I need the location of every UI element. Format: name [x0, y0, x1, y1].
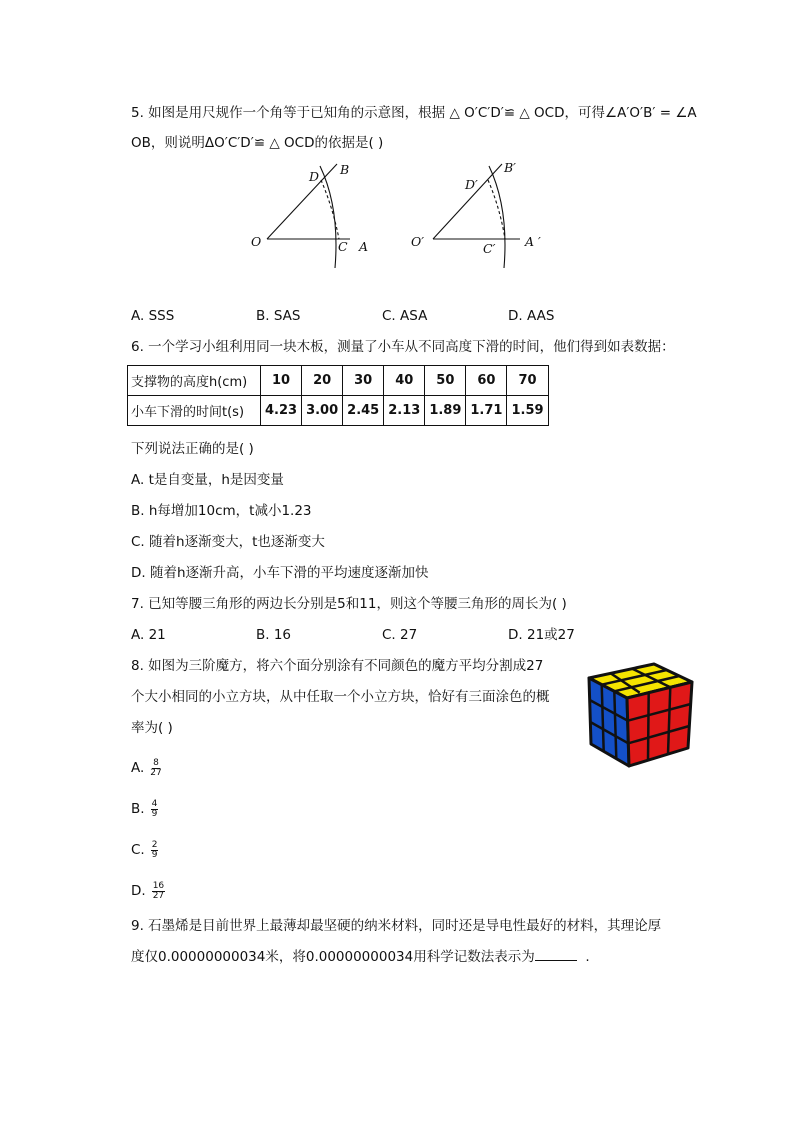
q9-period: .: [585, 949, 590, 965]
table-cell: 30: [343, 366, 384, 396]
option-letter: A.: [131, 760, 145, 776]
fraction: [150, 759, 161, 778]
table-cell: 1.89: [425, 396, 466, 426]
option-letter: C.: [131, 842, 145, 858]
numerator: 16: [152, 880, 165, 891]
label-O-prime: O′: [411, 234, 425, 249]
label-D: D: [309, 169, 320, 184]
q9-stem-line2: [131, 946, 590, 967]
table-row: [128, 366, 549, 396]
q6-option-a[interactable]: A. t是自变量，h是因变量: [131, 472, 284, 488]
denominator: 27: [150, 767, 162, 778]
q6-stem: 6. 一个学习小组利用同一块木板，测量了小车从不同高度下滑的时间，他们得到如表数据：: [131, 339, 675, 355]
numerator: 2: [151, 839, 158, 850]
table-cell: 1.59: [507, 396, 548, 426]
table-cell: 10: [261, 366, 302, 396]
q5-option-c[interactable]: C. ASA: [382, 308, 428, 324]
table-cell: 1.71: [466, 396, 507, 426]
q8-stem-line1: 8. 如图为三阶魔方，将六个面分别涂有不同颜色的魔方平均分割成27: [131, 658, 544, 674]
q8-option-d[interactable]: [131, 881, 165, 901]
table-cell: 4.23: [261, 396, 302, 426]
rubiks-cube-image: [584, 656, 699, 771]
q5-option-d[interactable]: D. AAS: [508, 308, 555, 324]
q5-angle-figure: [245, 158, 585, 273]
label-A: A: [359, 239, 369, 254]
table-cell: 3.00: [302, 396, 343, 426]
q9-stem-line1: 9. 石墨烯是目前世界上最薄却最坚硬的纳米材料，同时还是导电性最好的材料，其理论厚: [131, 918, 662, 934]
answer-blank[interactable]: [535, 946, 577, 961]
q6-option-d[interactable]: D. 随着h逐渐升高，小车下滑的平均速度逐渐加快: [131, 565, 429, 581]
q8-stem-line2: 个大小相同的小立方块，从中任取一个小立方块，恰好有三面涂色的概: [131, 689, 550, 705]
table-cell: 50: [425, 366, 466, 396]
label-B: B: [340, 162, 350, 177]
option-letter: B.: [131, 801, 145, 817]
q7-option-a[interactable]: A. 21: [131, 627, 166, 643]
label-B-prime: B′: [504, 160, 517, 175]
q7-option-d[interactable]: D. 21或27: [508, 627, 575, 643]
denominator: 9: [151, 849, 158, 860]
fraction: [152, 882, 165, 901]
numerator: 8: [153, 757, 159, 768]
q7-stem: 7. 已知等腰三角形的两边长分别是5和11，则这个等腰三角形的周长为( ): [131, 596, 567, 612]
q8-option-b[interactable]: [131, 799, 158, 819]
label-D-prime: D′: [465, 177, 478, 192]
label-C-prime: C′: [483, 241, 496, 256]
option-letter: D.: [131, 883, 146, 899]
q7-option-c[interactable]: C. 27: [382, 627, 418, 643]
label-O: O: [251, 234, 262, 249]
q5-option-a[interactable]: A. SSS: [131, 308, 175, 324]
denominator: 9: [151, 808, 158, 819]
table-cell: 60: [466, 366, 507, 396]
denominator: 27: [152, 890, 165, 901]
table-row: [128, 396, 549, 426]
q5-option-b[interactable]: B. SAS: [256, 308, 301, 324]
q6-option-c[interactable]: C. 随着h逐渐变大，t也逐渐变大: [131, 534, 325, 550]
q5-stem-line2: OB，则说明ΔO′C′D′≌ △ OCD的依据是( ): [131, 135, 384, 151]
q7-option-b[interactable]: B. 16: [256, 627, 292, 643]
label-C: C: [338, 239, 348, 254]
fraction: [151, 841, 159, 860]
table-cell: 70: [507, 366, 548, 396]
q8-option-a[interactable]: [131, 758, 162, 778]
numerator: 4: [151, 798, 158, 809]
q5-stem-line1: 5. 如图是用尺规作一个角等于已知角的示意图，根据 △ O′C′D′≌ △ OCD，可得∠A′O′B′ = ∠A: [131, 105, 697, 121]
q6-prompt: 下列说法正确的是( ): [131, 441, 254, 457]
q8-stem-line3: 率为( ): [131, 720, 173, 736]
fraction: [151, 800, 159, 819]
label-A-prime: A ′: [525, 234, 541, 249]
q9-stem-text: 度仅0.00000000034米，将0.00000000034用科学记数法表示为: [131, 949, 535, 965]
q6-option-b[interactable]: B. h每增加10cm，t减小1.23: [131, 503, 312, 519]
q6-data-table: [127, 365, 549, 426]
table-cell: 2.13: [384, 396, 425, 426]
table-header-time: 小车下滑的时间t(s): [128, 396, 261, 426]
table-cell: 2.45: [343, 396, 384, 426]
table-cell: 40: [384, 366, 425, 396]
table-header-height: 支撑物的高度h(cm): [128, 366, 261, 396]
q8-option-c[interactable]: [131, 840, 158, 860]
table-cell: 20: [302, 366, 343, 396]
